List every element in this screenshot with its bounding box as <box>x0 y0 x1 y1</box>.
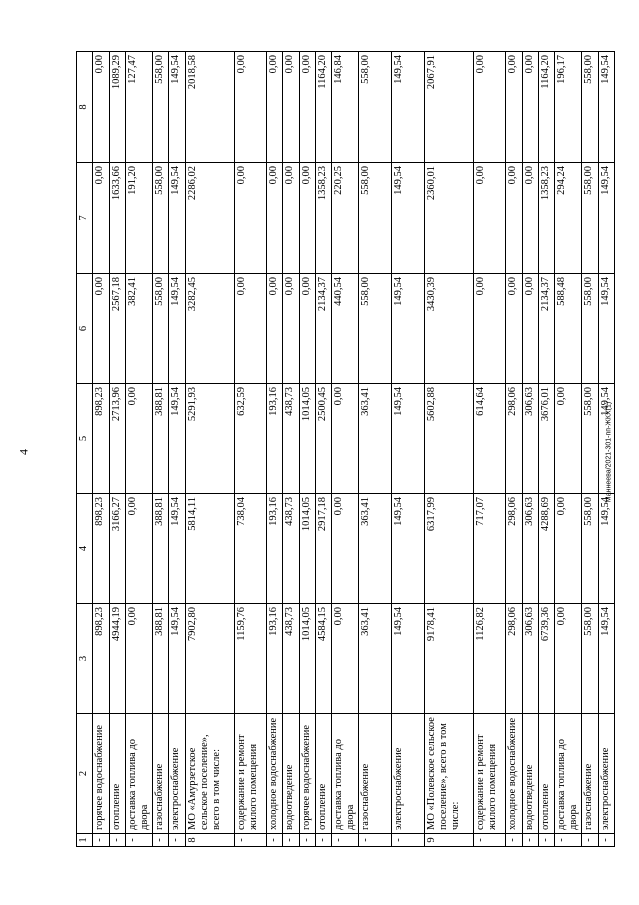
value-cell: 363,41 <box>359 494 392 604</box>
value-cell: 0,00 <box>332 604 359 714</box>
table-header-row <box>77 52 93 847</box>
value-cell: 5291,93 <box>185 384 234 494</box>
value-cell: 306,63 <box>522 604 538 714</box>
value-cell: 558,00 <box>152 274 168 384</box>
table-row <box>234 52 267 847</box>
row-index-cell: - <box>283 834 299 847</box>
table-row <box>267 52 283 847</box>
item-name-cell: горячее водоснабжение <box>93 714 109 834</box>
value-cell: 438,73 <box>283 494 299 604</box>
row-index-cell: - <box>555 834 582 847</box>
value-cell: 0,00 <box>234 163 267 274</box>
row-index-cell: - <box>169 834 185 847</box>
value-cell: 388,81 <box>152 384 168 494</box>
value-cell: 191,20 <box>125 163 152 274</box>
value-cell: 2018,58 <box>185 52 234 163</box>
value-cell: 0,00 <box>522 52 538 163</box>
value-cell: 0,00 <box>125 604 152 714</box>
value-cell: 2067,91 <box>424 52 473 163</box>
row-index-cell: - <box>522 834 538 847</box>
value-cell: 3676,01 <box>538 384 554 494</box>
value-cell: 0,00 <box>506 274 522 384</box>
row-index-cell: - <box>506 834 522 847</box>
value-cell: 294,24 <box>555 163 582 274</box>
table-row <box>582 52 598 847</box>
table-row <box>283 52 299 847</box>
value-cell: 440,54 <box>332 274 359 384</box>
item-name-cell: электроснабжение <box>392 714 425 834</box>
value-cell: 149,54 <box>598 494 614 604</box>
item-name-cell: доставка топлива до двора <box>332 714 359 834</box>
value-cell: 4944,19 <box>109 604 125 714</box>
row-index-cell: - <box>152 834 168 847</box>
row-index-cell: - <box>125 834 152 847</box>
column-header-6: 6 <box>77 274 93 384</box>
value-cell: 2360,01 <box>424 163 473 274</box>
value-cell: 717,07 <box>473 494 506 604</box>
item-name-cell: холодное водоснабжение <box>267 714 283 834</box>
item-name-cell: отопление <box>316 714 332 834</box>
value-cell: 149,54 <box>169 274 185 384</box>
value-cell: 3282,45 <box>185 274 234 384</box>
item-name-cell: газоснабжение <box>582 714 598 834</box>
column-header-3: 3 <box>77 604 93 714</box>
table-row <box>299 52 315 847</box>
value-cell: 363,41 <box>359 384 392 494</box>
item-name-cell: газоснабжение <box>152 714 168 834</box>
value-cell: 1014,05 <box>299 604 315 714</box>
column-header-8: 8 <box>77 52 93 163</box>
row-index-cell: 8 <box>185 834 234 847</box>
table-row <box>152 52 168 847</box>
page-number: 4 <box>16 449 31 455</box>
item-name-cell: электроснабжение <box>169 714 185 834</box>
table-row <box>522 52 538 847</box>
value-cell: 6739,36 <box>538 604 554 714</box>
value-cell: 149,54 <box>598 274 614 384</box>
value-cell: 0,00 <box>283 274 299 384</box>
value-cell: 0,00 <box>522 274 538 384</box>
table-row <box>169 52 185 847</box>
value-cell: 2134,37 <box>316 274 332 384</box>
value-cell: 1159,76 <box>234 604 267 714</box>
value-cell: 149,54 <box>392 52 425 163</box>
value-cell: 0,00 <box>506 163 522 274</box>
value-cell: 0,00 <box>332 384 359 494</box>
value-cell: 558,00 <box>582 163 598 274</box>
value-cell: 196,17 <box>555 52 582 163</box>
column-header-7: 7 <box>77 163 93 274</box>
table-row <box>316 52 332 847</box>
column-header-5: 5 <box>77 384 93 494</box>
row-index-cell: - <box>234 834 267 847</box>
row-index-cell: - <box>359 834 392 847</box>
value-cell: 2500,45 <box>316 384 332 494</box>
value-cell: 632,59 <box>234 384 267 494</box>
value-cell: 2286,02 <box>185 163 234 274</box>
value-cell: 0,00 <box>267 52 283 163</box>
value-cell: 0,00 <box>234 274 267 384</box>
value-cell: 149,54 <box>392 384 425 494</box>
value-cell: 614,64 <box>473 384 506 494</box>
column-header-4: 4 <box>77 494 93 604</box>
value-cell: 1014,05 <box>299 494 315 604</box>
table-row <box>359 52 392 847</box>
item-name-cell: отопление <box>538 714 554 834</box>
table-row <box>125 52 152 847</box>
value-cell: 0,00 <box>332 494 359 604</box>
value-cell: 2917,18 <box>316 494 332 604</box>
value-cell: 738,04 <box>234 494 267 604</box>
value-cell: 149,54 <box>169 494 185 604</box>
value-cell: 2713,96 <box>109 384 125 494</box>
value-cell: 298,06 <box>506 494 522 604</box>
table-row <box>185 52 234 847</box>
value-cell: 298,06 <box>506 604 522 714</box>
value-cell: 1633,66 <box>109 163 125 274</box>
value-cell: 0,00 <box>555 494 582 604</box>
item-name-cell: содержание и ремонт жилого помещения <box>473 714 506 834</box>
value-cell: 0,00 <box>93 52 109 163</box>
row-index-cell: - <box>582 834 598 847</box>
value-cell: 382,41 <box>125 274 152 384</box>
value-cell: 0,00 <box>473 274 506 384</box>
table-row <box>93 52 109 847</box>
value-cell: 1014,05 <box>299 384 315 494</box>
value-cell: 7902,80 <box>185 604 234 714</box>
value-cell: 149,54 <box>169 604 185 714</box>
value-cell: 558,00 <box>359 163 392 274</box>
value-cell: 558,00 <box>359 52 392 163</box>
value-cell: 298,06 <box>506 384 522 494</box>
value-cell: 0,00 <box>283 52 299 163</box>
row-index-cell: - <box>316 834 332 847</box>
value-cell: 438,73 <box>283 384 299 494</box>
table-row <box>555 52 582 847</box>
value-cell: 6317,99 <box>424 494 473 604</box>
value-cell: 306,63 <box>522 494 538 604</box>
table-row <box>392 52 425 847</box>
row-index-cell: 9 <box>424 834 473 847</box>
tariff-table <box>76 51 615 847</box>
value-cell: 149,54 <box>169 384 185 494</box>
row-index-cell: - <box>267 834 283 847</box>
item-name-cell: отопление <box>109 714 125 834</box>
value-cell: 0,00 <box>473 52 506 163</box>
value-cell: 0,00 <box>283 163 299 274</box>
value-cell: 558,00 <box>359 274 392 384</box>
table-row <box>109 52 125 847</box>
value-cell: 149,54 <box>169 163 185 274</box>
item-name-cell: холодное водоснабжение <box>506 714 522 834</box>
value-cell: 388,81 <box>152 494 168 604</box>
value-cell: 220,25 <box>332 163 359 274</box>
value-cell: 2567,18 <box>109 274 125 384</box>
value-cell: 1358,23 <box>316 163 332 274</box>
value-cell: 1358,23 <box>538 163 554 274</box>
value-cell: 0,00 <box>299 274 315 384</box>
row-index-cell: - <box>473 834 506 847</box>
value-cell: 149,54 <box>392 163 425 274</box>
table-row <box>332 52 359 847</box>
value-cell: 5602,88 <box>424 384 473 494</box>
table-row <box>538 52 554 847</box>
value-cell: 3166,27 <box>109 494 125 604</box>
table-row <box>506 52 522 847</box>
value-cell: 1164,20 <box>538 52 554 163</box>
value-cell: 4288,69 <box>538 494 554 604</box>
value-cell: 1126,82 <box>473 604 506 714</box>
value-cell: 146,84 <box>332 52 359 163</box>
value-cell: 0,00 <box>473 163 506 274</box>
value-cell: 193,16 <box>267 494 283 604</box>
row-index-cell: - <box>538 834 554 847</box>
value-cell: 558,00 <box>152 163 168 274</box>
value-cell: 558,00 <box>582 604 598 714</box>
value-cell: 898,23 <box>93 604 109 714</box>
value-cell: 4584,15 <box>316 604 332 714</box>
item-name-cell: горячее водоснабжение <box>299 714 315 834</box>
value-cell: 149,54 <box>392 274 425 384</box>
value-cell: 306,63 <box>522 384 538 494</box>
row-index-cell: - <box>299 834 315 847</box>
document-reference: Маннеева/2021-301-пп-ЖКХ(1) <box>605 401 613 503</box>
item-name-cell: водоотведение <box>283 714 299 834</box>
table-row <box>424 52 473 847</box>
row-index-cell: - <box>109 834 125 847</box>
value-cell: 0,00 <box>125 384 152 494</box>
value-cell: 0,00 <box>555 604 582 714</box>
value-cell: 558,00 <box>582 52 598 163</box>
value-cell: 149,54 <box>392 604 425 714</box>
value-cell: 149,54 <box>598 52 614 163</box>
row-index-cell: - <box>332 834 359 847</box>
value-cell: 5814,11 <box>185 494 234 604</box>
value-cell: 558,00 <box>582 274 598 384</box>
value-cell: 3430,39 <box>424 274 473 384</box>
value-cell: 0,00 <box>267 163 283 274</box>
row-index-cell: - <box>392 834 425 847</box>
value-cell: 0,00 <box>234 52 267 163</box>
item-name-cell: доставка топлива до двора <box>555 714 582 834</box>
value-cell: 0,00 <box>93 274 109 384</box>
row-index-cell: - <box>93 834 109 847</box>
value-cell: 127,47 <box>125 52 152 163</box>
value-cell: 2134,37 <box>538 274 554 384</box>
column-header-2: 2 <box>77 714 93 834</box>
item-name-cell: доставка топлива до двора <box>125 714 152 834</box>
value-cell: 193,16 <box>267 604 283 714</box>
item-name-cell: содержание и ремонт жилого помещения <box>234 714 267 834</box>
value-cell: 0,00 <box>125 494 152 604</box>
value-cell: 898,23 <box>93 494 109 604</box>
value-cell: 1089,29 <box>109 52 125 163</box>
value-cell: 438,73 <box>283 604 299 714</box>
item-name-cell: водоотведение <box>522 714 538 834</box>
value-cell: 149,54 <box>598 163 614 274</box>
value-cell: 0,00 <box>555 384 582 494</box>
value-cell: 388,81 <box>152 604 168 714</box>
value-cell: 0,00 <box>299 52 315 163</box>
value-cell: 0,00 <box>267 274 283 384</box>
value-cell: 1164,20 <box>316 52 332 163</box>
value-cell: 149,54 <box>392 494 425 604</box>
item-name-cell: МО «Полевское сельское поселение», всего в том числе: <box>424 714 473 834</box>
item-name-cell: МО «Амурзетское сельское поселение», всего в том числе: <box>185 714 234 834</box>
row-index-cell: - <box>598 834 614 847</box>
value-cell: 363,41 <box>359 604 392 714</box>
value-cell: 0,00 <box>93 163 109 274</box>
value-cell: 558,00 <box>152 52 168 163</box>
value-cell: 0,00 <box>522 163 538 274</box>
value-cell: 193,16 <box>267 384 283 494</box>
value-cell: 558,00 <box>582 384 598 494</box>
value-cell: 898,23 <box>93 384 109 494</box>
value-cell: 588,48 <box>555 274 582 384</box>
table-row <box>473 52 506 847</box>
value-cell: 149,54 <box>169 52 185 163</box>
value-cell: 0,00 <box>506 52 522 163</box>
value-cell: 0,00 <box>299 163 315 274</box>
column-header-1: 1 <box>77 834 93 847</box>
value-cell: 149,54 <box>598 604 614 714</box>
value-cell: 9178,41 <box>424 604 473 714</box>
item-name-cell: газоснабжение <box>359 714 392 834</box>
value-cell: 558,00 <box>582 494 598 604</box>
value-cell: 149,54 <box>598 384 614 494</box>
item-name-cell: электроснабжение <box>598 714 614 834</box>
